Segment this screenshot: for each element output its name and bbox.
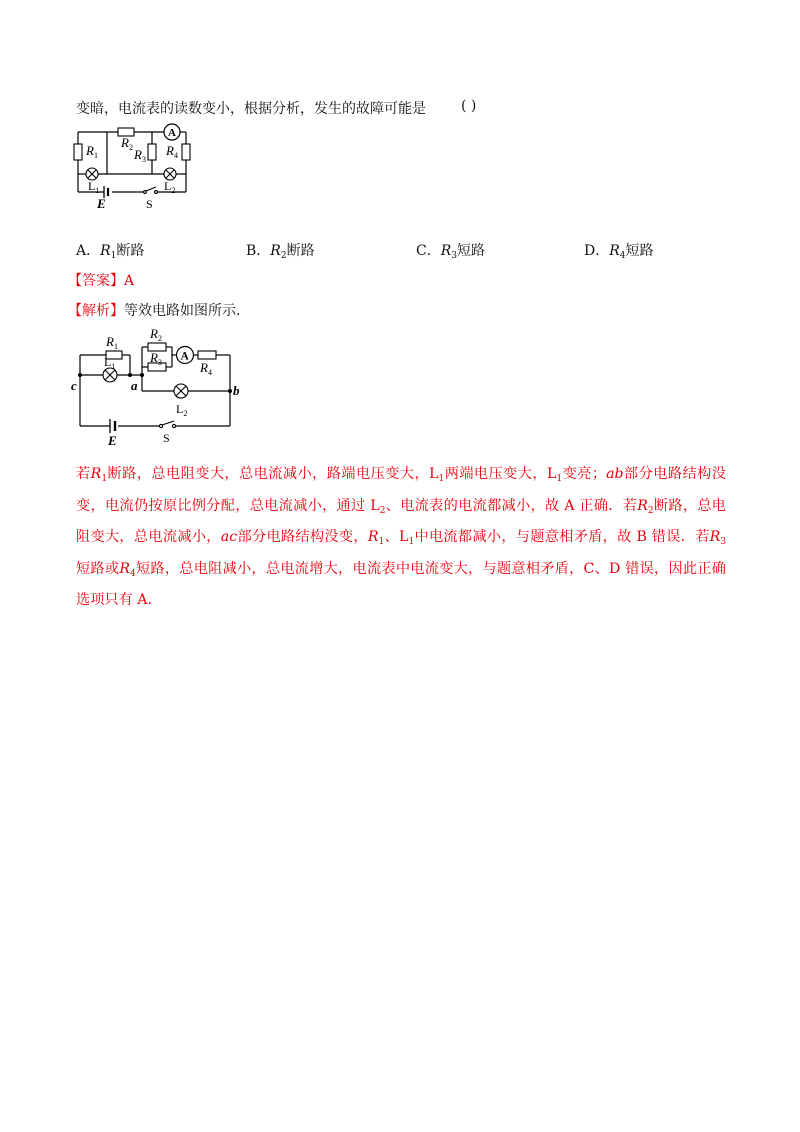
label-e: E (97, 196, 106, 211)
question-stem (76, 98, 426, 118)
label-r1-eq: $R_1$ (106, 334, 118, 351)
analysis-tag: 【解析】 (68, 303, 124, 319)
label-r3: $R_3$ (134, 147, 146, 164)
switch-eq-icon (159, 421, 175, 428)
circuit-diagram-equivalent (70, 322, 250, 447)
label-s: S (146, 197, 153, 211)
label-node-b: b (233, 383, 240, 398)
option-d: D．$R_4$短路 (584, 243, 654, 261)
r3-resistor (148, 144, 156, 160)
label-r4: $R_4$ (166, 143, 178, 160)
label-r4-eq: $R_4$ (200, 360, 212, 377)
switch-icon (144, 187, 158, 193)
answer-parentheses: ( ) (461, 98, 477, 114)
analysis-line (68, 300, 250, 320)
ammeter-eq-label: A (180, 350, 189, 363)
r4-resistor-eq (198, 351, 216, 359)
battery-eq-icon (110, 419, 115, 433)
circuit-diagram-original (70, 122, 200, 212)
r4-resistor (182, 144, 190, 160)
option-a: A．$R_1$断路 (76, 243, 145, 261)
analysis-intro: 等效电路如图所示． (124, 303, 250, 319)
label-l2: $L_2$ (164, 179, 176, 195)
answer-tag: 【答案】 (68, 273, 124, 289)
ammeter-label: A (168, 127, 176, 139)
answer-line (68, 270, 134, 290)
label-l1-eq: $L_1$ (104, 355, 116, 371)
label-s-eq: S (163, 431, 170, 445)
option-b: B．$R_2$断路 (246, 243, 315, 261)
label-r1: $R_1$ (86, 143, 98, 160)
r1-resistor (74, 144, 82, 160)
option-c: C．$R_3$短路 (416, 243, 485, 261)
label-l1: $L_1$ (88, 179, 100, 195)
question-text: 变暗，电流表的读数变小，根据分析，发生的故障可能是 (76, 101, 426, 117)
label-l2-eq: $L_2$ (176, 402, 188, 418)
label-r2-eq: $R_2$ (150, 326, 162, 343)
label-node-a: a (131, 378, 138, 393)
explanation-paragraph: 若$R_1$断路，总电阻变大，总电流减小，路端电压变大，$L_1$两端电压变大，$L_1$变亮；ab部分电路结构没变，电流仍按原比例分配，总电流减小，通过 $L_2$、电流表的电流都减小，故 A 正确．若$R_2$断路，总电阻变大，总电流减小，ac部分电路结构没变，$R_1$、$L_1$中电流都减小，与题意相矛盾，故 B 错误．若$R_3$短路或$R_4$短路，总电阻减小，总电流增大，电流表中电流变大，与题意相矛盾，C、D 错误，因此正确选项只有 A. (76, 466, 727, 608)
label-e-eq: E (108, 433, 117, 448)
answer-value: A (124, 273, 135, 289)
label-node-c: c (71, 378, 77, 393)
lamp-l2-eq-icon (174, 384, 188, 398)
label-r2: $R_2$ (121, 135, 133, 152)
label-r3-eq: $R_3$ (150, 350, 162, 367)
